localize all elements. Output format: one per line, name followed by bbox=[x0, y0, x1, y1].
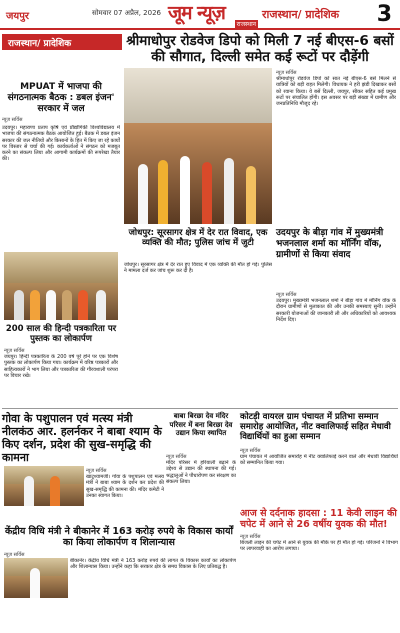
top-story-photo bbox=[124, 68, 272, 224]
right-story-text: उदयपुर। मुख्यमंत्री भजनलाल शर्मा ने बीड़ा गांव में मॉर्निंग वॉक के दौरान ग्रामीणों से मुलाकात की और उनकी समस्याएं सुनीं। उन्होंने सरकारी योजनाओं की जानकारी ली और अधिकारियों को आवश्यक निर्देश दिए। bbox=[276, 298, 396, 323]
photo-background bbox=[4, 252, 118, 283]
bottom-left-headline: गोवा के पशुपालन एवं मत्स्य मंत्री नीलकंठ आर. हलर्नकर ने बाबा श्याम के किए दर्शन, प्रदेश की सुख-समृद्धि की कामना bbox=[2, 412, 162, 464]
edition-date: सोमवार 07 अप्रैल, 2026 bbox=[92, 9, 161, 17]
middle-story-text: जोधपुर। सूरसागर क्षेत्र में देर रात हुए विवाद में एक व्यक्ति की मौत हो गई। पुलिस ने मामला दर्ज कर जांच शुरू कर दी है। bbox=[124, 262, 272, 275]
bottom-mid-byline: न्यूज़ सर्विस bbox=[166, 454, 187, 460]
photo-person bbox=[30, 568, 40, 598]
masthead bbox=[0, 0, 400, 30]
middle-story-headline: जोधपुर: सूरसागर क्षेत्र में देर रात विवाद, एक व्यक्ति की मौत; पुलिस जांच में जुटी bbox=[128, 228, 268, 248]
top-story-byline: न्यूज़ सर्विस bbox=[276, 70, 297, 76]
left-column bbox=[2, 52, 120, 265]
section-tag: राजस्थान/ प्रादेशिक bbox=[2, 34, 122, 50]
photo-person bbox=[246, 166, 256, 224]
photo-person bbox=[224, 158, 234, 224]
left-story1-headline: MPUAT में भाजपा की संगठनात्मक बैठक : डबल इंजन' सरकार में जल bbox=[7, 82, 115, 114]
bottom-left-byline: न्यूज़ सर्विस bbox=[86, 468, 107, 474]
bottom-banner-headline: केंद्रीय विधि मंत्री ने बीकानेर में 163 करोड़ रुपये के विकास कार्यों का किया लोकार्पण व शिलान्यास bbox=[5, 526, 233, 548]
photo-background bbox=[4, 466, 84, 484]
photo-person bbox=[158, 160, 168, 224]
right-story-byline: न्यूज़ सर्विस bbox=[276, 292, 297, 298]
bottom-left-text: खाटूश्यामजी। गोवा के पशुपालन एवं मत्स्य मंत्री ने बाबा श्याम के दर्शन कर प्रदेश की सुख-समृद्धि की कामना की। मंदिर कमेटी ने उनका स्वागत किया। bbox=[86, 474, 164, 499]
photo-person bbox=[202, 162, 212, 224]
photo-person bbox=[14, 290, 24, 320]
page-section: राजस्थान/ प्रादेशिक bbox=[262, 8, 340, 21]
left-story2-headline: 200 साल की हिन्दी पत्रकारिता पर पुस्तक का लोकार्पण bbox=[5, 324, 117, 344]
photo-person bbox=[62, 290, 72, 320]
bottom-left-photo bbox=[4, 466, 84, 506]
bottom-right-text: ग्राम पंचायत में आयोजित समारोह में नीट क्वालिफाई करने वाले और मेधावी विद्यार्थियों को सम्मानित किया गया। bbox=[240, 454, 398, 467]
left-story1-photo bbox=[4, 252, 118, 320]
accident-headline bbox=[240, 508, 398, 530]
bottom-banner-text: बीकानेर। केंद्रीय विधि मंत्री ने 163 करोड़ रुपये की लागत के विकास कार्यों का लोकार्पण और शिलान्यास किया। उन्होंने कहा कि सरकार क्षेत्र के समग्र विकास के लिए प्रतिबद्ध है। bbox=[70, 558, 236, 571]
photo-person bbox=[46, 290, 56, 320]
bottom-banner-byline: न्यूज़ सर्विस bbox=[4, 552, 25, 558]
city-name: जयपुर bbox=[6, 11, 29, 22]
photo-person bbox=[96, 290, 106, 320]
left-story1-byline: न्यूज़ सर्विस bbox=[2, 117, 23, 123]
accident-headline-text: आज से दर्दनाक हादसा : 11 केवी लाइन की चपेट में आने से 26 वर्षीय युवक की मौत! bbox=[240, 508, 397, 530]
divider bbox=[2, 408, 398, 409]
photo-crowd bbox=[4, 484, 84, 506]
left-story2-byline: न्यूज़ सर्विस bbox=[4, 348, 25, 354]
photo-person bbox=[50, 476, 60, 506]
bottom-banner-photo bbox=[4, 558, 68, 598]
photo-person bbox=[24, 476, 34, 506]
page-number: 3 bbox=[376, 2, 392, 27]
top-story-text: श्रीमाधोपुर रोडवेज डिपो को सात नई बीएस-6 बसें मिलने से यात्रियों को बड़ी राहत मिलेगी। विधायक ने हरी झंडी दिखाकर बसों को रवाना किया। ये बसें दिल्ली, जयपुर, सीकर सहित कई प्रमुख रूटों पर संचालित होंगी। इस अवसर पर बड़ी संख्या में ग्रामीण और जनप्रतिनिधि मौजूद रहे। bbox=[276, 76, 396, 108]
newspaper-logo bbox=[168, 2, 258, 28]
photo-person bbox=[180, 156, 190, 224]
top-headline: श्रीमाधोपुर रोडवेज डिपो को मिली 7 नई बीएस-6 बसों की सौगात, दिल्ली समेत कई रूटों पर दौड़ेंगी bbox=[126, 33, 394, 65]
logo-text: जूम न्यूज़ bbox=[168, 2, 225, 24]
logo-subtitle: राजस्थान bbox=[236, 21, 256, 28]
left-story1-text: उदयपुर। महाराणा प्रताप कृषि एवं प्रौद्योगिकी विश्वविद्यालय में भाजपा की संगठनात्मक बैठक आयोजित हुई। बैठक में डबल इंजन सरकार की जल नीतियों और किसानों के हित में किए जा रहे कार्यों पर विस्तार से चर्चा की गई। कार्यकर्ताओं ने संगठन को मजबूत करने का संकल्प लिया और आगामी कार्यक्रमों की रूपरेखा तैयार की। bbox=[2, 125, 120, 163]
bottom-right-byline: न्यूज़ सर्विस bbox=[240, 448, 261, 454]
accident-text: बिजली लाइन की चपेट में आने से युवक की मौके पर ही मौत हो गई। परिजनों ने विभाग पर लापरवाही का आरोप लगाया। bbox=[240, 540, 398, 553]
accident-byline: न्यूज़ सर्विस bbox=[240, 534, 261, 540]
photo-person bbox=[78, 290, 88, 320]
bottom-right-headline: कोटड़ी वायरल ग्राम पंचायत में प्रतिभा सम्मान समारोह आयोजित, नीट क्वालिफाई सहित मेधावी विद्यार्थियों का हुआ सम्मान bbox=[240, 412, 391, 442]
photo-person bbox=[30, 290, 40, 320]
photo-person bbox=[138, 164, 148, 224]
bottom-mid-text: मंदिर परिसर में हरियाली बढ़ाने के उद्देश्य से उद्यान की स्थापना की गई। श्रद्धालुओं ने पौधारोपण कर संरक्षण का संकल्प लिया। bbox=[166, 460, 236, 485]
right-story-headline: उदयपुर के बीड़ा गांव में मुख्यमंत्री भजनलाल शर्मा का मॉर्निंग वॉक, ग्रामीणों से किया संवाद bbox=[276, 228, 384, 260]
left-story2-text: जयपुर। हिन्दी पत्रकारिता के 200 वर्ष पूरे होने पर एक विशेष पुस्तक का लोकार्पण किया गया। कार्यक्रम में वरिष्ठ पत्रकारों और साहित्यकारों ने भाग लिया और पत्रकारिता की गौरवशाली परंपरा पर विचार रखे। bbox=[4, 354, 118, 379]
bottom-mid-headline: बाबा बिरछा देव मंदिर परिसर में बना बिरछा देव उद्यान किया स्थापित bbox=[169, 412, 233, 437]
